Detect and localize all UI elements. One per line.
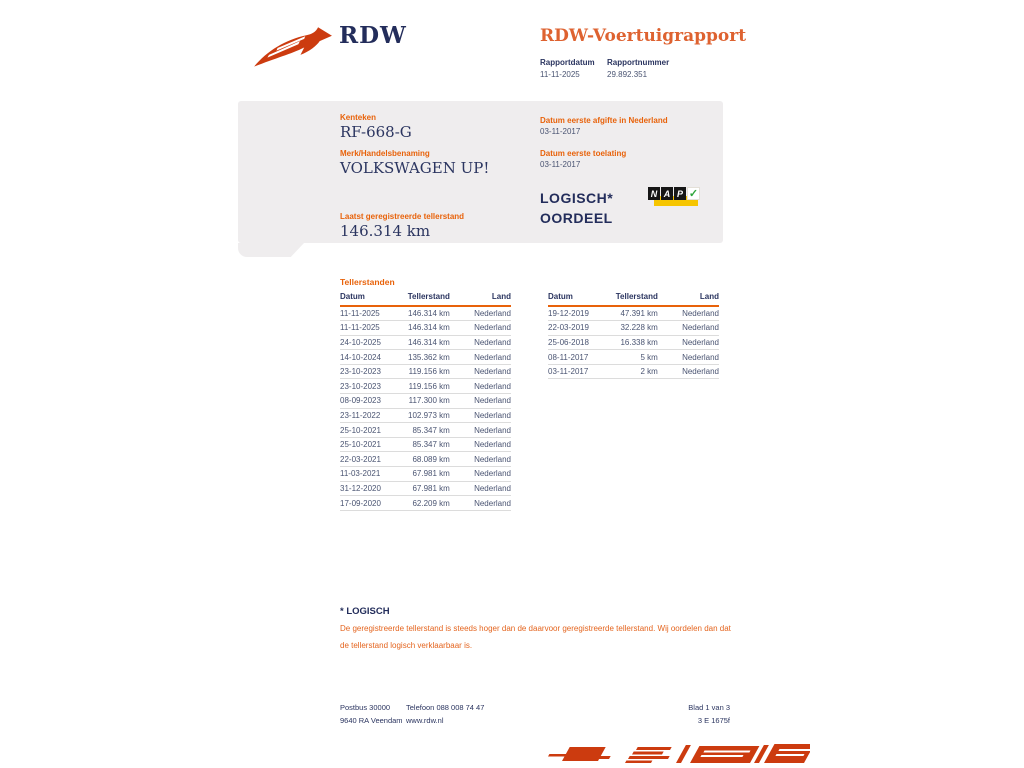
table-cell: Nederland xyxy=(464,350,511,365)
table-cell: 25-10-2021 xyxy=(340,437,392,452)
table-cell: 19-12-2019 xyxy=(548,306,600,321)
table-cell: Nederland xyxy=(464,408,511,423)
table-cell: 25-06-2018 xyxy=(548,335,600,350)
table-cell: 62.209 km xyxy=(392,496,464,511)
footer-phone: Telefoon 088 008 74 47 xyxy=(406,703,485,712)
table-cell: 23-10-2023 xyxy=(340,364,392,379)
nap-letter-n: N xyxy=(648,187,660,200)
toelating-value: 03-11-2017 xyxy=(540,160,581,169)
table-row xyxy=(340,394,511,409)
table-cell: 135.362 km xyxy=(392,350,464,365)
col-tellerstand: Tellerstand xyxy=(392,290,464,306)
report-date-label: Rapportdatum xyxy=(540,58,595,67)
table-cell: Nederland xyxy=(672,364,719,379)
kenteken-value: RF-668-G xyxy=(340,123,412,141)
tellerstand-value: 146.314 km xyxy=(340,222,431,240)
table-cell: 25-10-2021 xyxy=(340,423,392,438)
rdw-wordmark: RDW xyxy=(339,22,407,49)
table-cell: Nederland xyxy=(672,321,719,336)
table-row xyxy=(548,335,719,350)
col-tellerstand: Tellerstand xyxy=(600,290,672,306)
table-cell: Nederland xyxy=(464,481,511,496)
afgifte-label: Datum eerste afgifte in Nederland xyxy=(540,116,668,125)
toelating-label: Datum eerste toelating xyxy=(540,149,627,158)
table-row xyxy=(340,496,511,511)
table-row xyxy=(340,467,511,482)
summary-box-tail xyxy=(238,243,304,257)
afgifte-value: 03-11-2017 xyxy=(540,127,581,136)
table-header-row xyxy=(548,290,719,306)
oordeel-line2: OORDEEL xyxy=(540,210,613,226)
table-cell: 03-11-2017 xyxy=(548,364,600,379)
table-row xyxy=(340,423,511,438)
footer-paging xyxy=(630,701,730,727)
nap-logo xyxy=(648,187,700,209)
oordeel-line1: LOGISCH* xyxy=(540,190,614,206)
rdw-eagle-logo-icon xyxy=(253,26,333,70)
footnote-heading: * LOGISCH xyxy=(340,606,390,617)
table-cell: 16.338 km xyxy=(600,335,672,350)
tellerstanden-table-right xyxy=(548,290,719,379)
table-cell: 2 km xyxy=(600,364,672,379)
table-cell: Nederland xyxy=(672,306,719,321)
table-cell: 85.347 km xyxy=(392,423,464,438)
col-land: Land xyxy=(464,290,511,306)
footer-contact xyxy=(406,701,484,727)
table-cell: 67.981 km xyxy=(392,467,464,482)
oordeel-badge xyxy=(540,188,613,228)
table-cell: 146.314 km xyxy=(392,306,464,321)
table-body-left xyxy=(340,306,511,510)
report-number-label: Rapportnummer xyxy=(607,58,670,67)
tellerstanden-table-left xyxy=(340,290,511,511)
table-cell: Nederland xyxy=(464,496,511,511)
table-cell: 119.156 km xyxy=(392,379,464,394)
table-row xyxy=(340,306,511,321)
table-cell: 31-12-2020 xyxy=(340,481,392,496)
table-cell: 117.300 km xyxy=(392,394,464,409)
table-cell: Nederland xyxy=(464,321,511,336)
table-cell: 11-11-2025 xyxy=(340,321,392,336)
col-land: Land xyxy=(672,290,719,306)
table-cell: Nederland xyxy=(464,423,511,438)
table-cell: 24-10-2025 xyxy=(340,335,392,350)
table-cell: 08-09-2023 xyxy=(340,394,392,409)
table-cell: 14-10-2024 xyxy=(340,350,392,365)
page-title: RDW-Voertuigrapport xyxy=(540,26,747,46)
table-body-right xyxy=(548,306,719,379)
table-cell: Nederland xyxy=(464,437,511,452)
table-cell: 08-11-2017 xyxy=(548,350,600,365)
table-cell: 32.228 km xyxy=(600,321,672,336)
table-cell: Nederland xyxy=(464,364,511,379)
table-cell: 47.391 km xyxy=(600,306,672,321)
table-cell: Nederland xyxy=(672,335,719,350)
merk-label: Merk/Handelsbenaming xyxy=(340,149,430,158)
table-row xyxy=(548,364,719,379)
table-row xyxy=(340,364,511,379)
table-cell: Nederland xyxy=(464,467,511,482)
table-cell: 5 km xyxy=(600,350,672,365)
table-row xyxy=(340,321,511,336)
table-row xyxy=(548,350,719,365)
table-cell: 22-03-2019 xyxy=(548,321,600,336)
table-cell: 119.156 km xyxy=(392,364,464,379)
table-cell: 11-11-2025 xyxy=(340,306,392,321)
footnote-text: De geregistreerde tellerstand is steeds hoger dan de daarvoor geregistreerde tellerstand. Wij oordelen dan dat de tellerstand logisch verklaarbaar is. xyxy=(340,624,731,650)
table-cell: 23-10-2023 xyxy=(340,379,392,394)
tellerstanden-heading: Tellerstanden xyxy=(340,277,395,287)
report-number-value: 29.892.351 xyxy=(607,70,648,79)
footer-page-number: Blad 1 van 3 xyxy=(688,703,730,712)
table-cell: 68.089 km xyxy=(392,452,464,467)
table-row xyxy=(340,452,511,467)
nap-letter-p: P xyxy=(674,187,686,200)
table-row xyxy=(340,379,511,394)
table-cell: Nederland xyxy=(464,306,511,321)
table-header-row xyxy=(340,290,511,306)
footer-address xyxy=(340,701,403,727)
table-cell: 146.314 km xyxy=(392,321,464,336)
footer-website: www.rdw.nl xyxy=(406,716,444,725)
col-datum: Datum xyxy=(340,290,392,306)
wing-stripes-graphic xyxy=(540,740,810,768)
table-cell: 23-11-2022 xyxy=(340,408,392,423)
merk-value: VOLKSWAGEN UP! xyxy=(340,159,490,177)
table-cell: 22-03-2021 xyxy=(340,452,392,467)
nap-letter-a: A xyxy=(661,187,673,200)
table-cell: 67.981 km xyxy=(392,481,464,496)
nap-checkmark-icon: ✓ xyxy=(688,188,699,200)
table-row xyxy=(548,306,719,321)
table-row xyxy=(340,350,511,365)
footer-postbus: Postbus 30000 xyxy=(340,703,391,712)
table-cell: Nederland xyxy=(464,394,511,409)
col-datum: Datum xyxy=(548,290,600,306)
table-row xyxy=(548,321,719,336)
table-cell: Nederland xyxy=(464,335,511,350)
report-date-value: 11-11-2025 xyxy=(540,70,580,79)
table-row xyxy=(340,408,511,423)
table-cell: 85.347 km xyxy=(392,437,464,452)
table-row xyxy=(340,481,511,496)
table-row xyxy=(340,437,511,452)
table-cell: 102.973 km xyxy=(392,408,464,423)
table-cell: 146.314 km xyxy=(392,335,464,350)
footer-city: 9640 RA Veendam xyxy=(340,716,403,725)
table-cell: Nederland xyxy=(464,452,511,467)
table-cell: 17-09-2020 xyxy=(340,496,392,511)
kenteken-label: Kenteken xyxy=(340,113,377,122)
tellerstand-label: Laatst geregistreerde tellerstand xyxy=(340,212,465,221)
table-cell: 11-03-2021 xyxy=(340,467,392,482)
table-cell: Nederland xyxy=(464,379,511,394)
footer-form-code: 3 E 1675f xyxy=(697,716,730,725)
table-row xyxy=(340,335,511,350)
table-cell: Nederland xyxy=(672,350,719,365)
